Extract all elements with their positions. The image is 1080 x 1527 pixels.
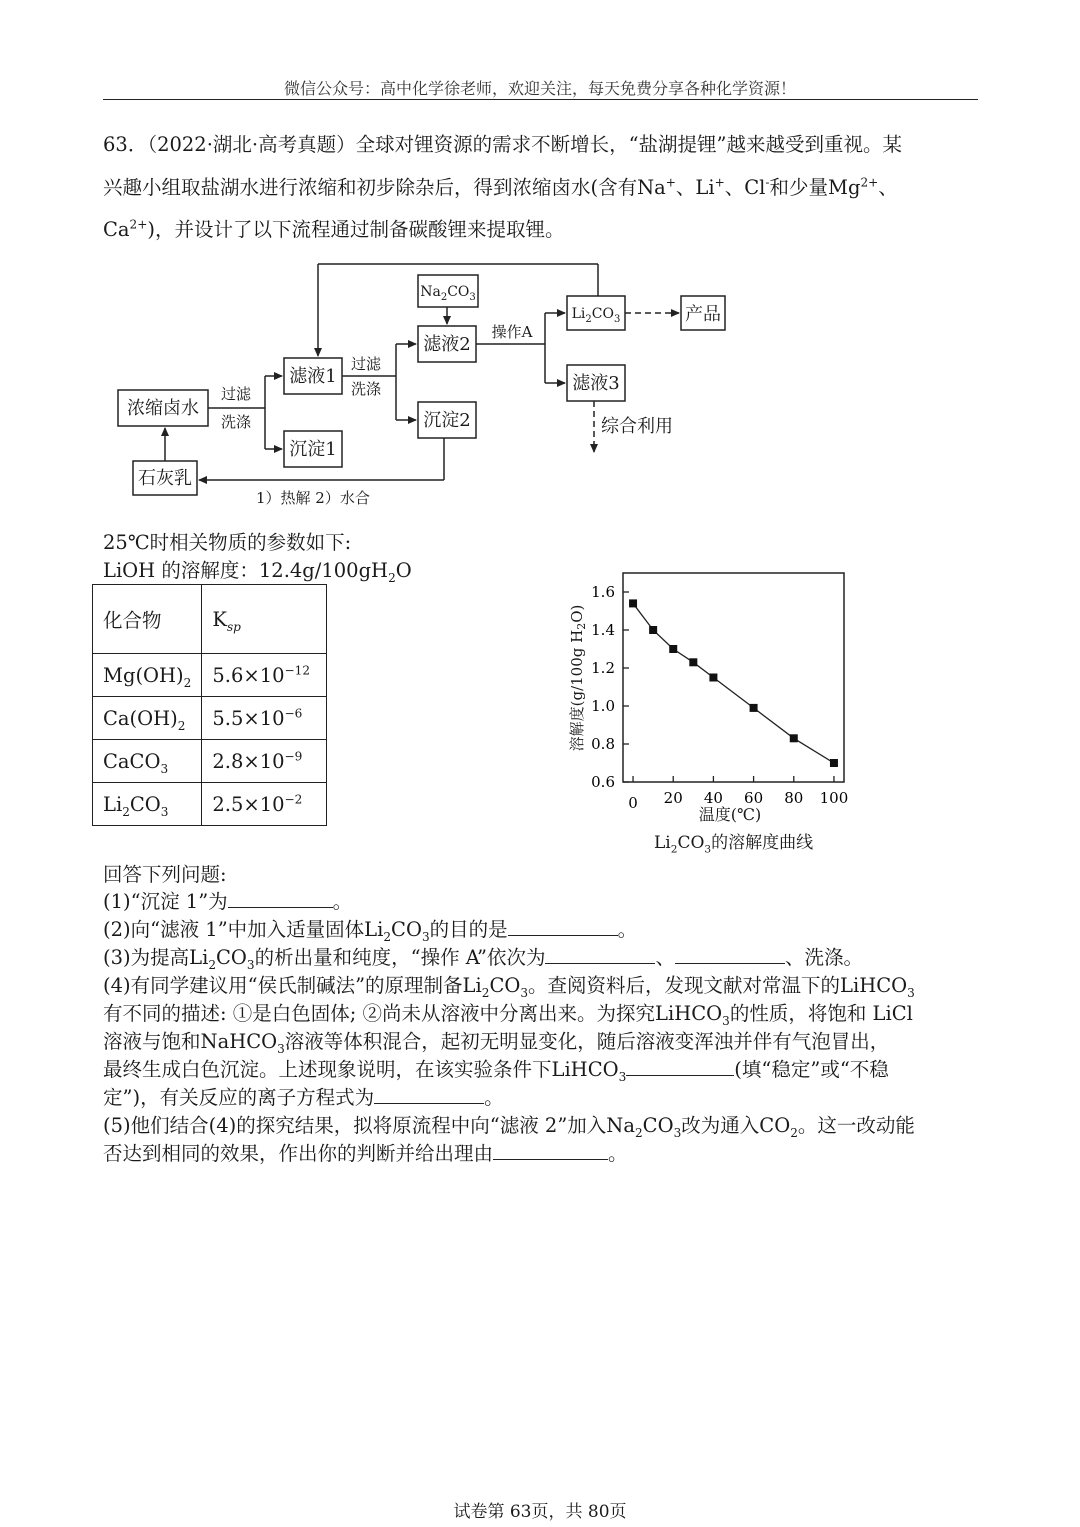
y-tick-label: 1.6 — [591, 583, 615, 601]
data-point — [790, 734, 798, 742]
q4-line-2: 有不同的描述: ①是白色固体; ②尚未从溶液中分离出来。为探究LiHCO$_3$的性质，将饱和 LiCl — [103, 1002, 913, 1028]
q2: (2)向“滤液 1”中加入适量固体$Li_2CO_3$的目的是 。 — [103, 918, 638, 944]
label-chendian2: 沉淀2 — [423, 410, 471, 431]
label-chendian1: 沉淀1 — [289, 439, 337, 460]
answer-blank[interactable] — [675, 945, 785, 964]
data-point — [689, 658, 697, 666]
x-tick-label: 100 — [819, 789, 849, 807]
label-lvye1: 滤液1 — [289, 366, 337, 387]
series-line — [633, 603, 834, 763]
x-tick-label: 60 — [744, 789, 764, 807]
x-tick-label: 0 — [628, 794, 638, 812]
data-point — [649, 626, 657, 634]
page-footer: 试卷第 63页，共 80页 — [453, 1502, 627, 1522]
y-tick-label: 1.2 — [591, 659, 615, 677]
label-na2co3: $Na_2CO_3$ — [420, 284, 476, 303]
label-guolv1: 过滤 — [220, 385, 252, 403]
table-row — [93, 740, 327, 783]
y-tick-label: 0.6 — [591, 773, 615, 791]
table-row — [93, 783, 327, 826]
label-lvye2: 滤液2 — [423, 334, 471, 355]
answer-blank[interactable] — [228, 889, 333, 908]
compound-cell: $Ca(OH)_2$ — [93, 697, 202, 740]
table-row — [93, 654, 327, 697]
label-zonghe: 综合利用 — [601, 416, 673, 437]
y-tick-label: 1.4 — [591, 621, 615, 639]
header-ksp: $K_{sp}$ — [202, 585, 327, 654]
question-line-2: 兴趣小组取盐湖水进行浓缩和初步除杂后，得到浓缩卤水(含有Na+、Li+、Cl-和少量$Mg^{2+}$、 — [103, 175, 898, 199]
ksp-cell: $5.5\times 10^{-6}$ — [202, 697, 327, 740]
x-tick-label: 20 — [663, 789, 683, 807]
compound-cell: $Li_2CO_3$ — [93, 783, 202, 826]
label-caozuoA: 操作A — [491, 323, 533, 341]
solubility-chart — [540, 560, 880, 830]
answer-blank[interactable] — [493, 1141, 608, 1160]
question-line-3: $Ca^{2+}$)，并设计了以下流程通过制备碳酸锂来提取锂。 — [103, 217, 565, 241]
x-tick-label: 40 — [703, 789, 723, 807]
data-point — [669, 645, 677, 653]
q3: (3)为提高$Li_2CO_3$的析出量和纯度，“操作 A”依次为 、 、洗涤。 — [103, 946, 863, 972]
page-header: 微信公众号：高中化学徐老师，欢迎关注，每天免费分享各种化学资源！ — [283, 79, 796, 98]
q4-line-1: (4)有同学建议用“侯氏制碱法”的原理制备$Li_2CO_3$。查阅资料后，发现文献对常温下的LiHCO$_3$ — [103, 974, 915, 1000]
y-tick-label: 0.8 — [591, 735, 615, 753]
q5-line-2: 否达到相同的效果，作出你的判断并给出理由 。 — [103, 1142, 628, 1165]
answer-blank[interactable] — [545, 945, 655, 964]
data-point — [750, 704, 758, 712]
label-nongsuo: 浓缩卤水 — [127, 398, 199, 419]
ksp-cell: $5.6\times 10^{-12}$ — [202, 654, 327, 697]
y-tick-label: 1.0 — [591, 697, 615, 715]
label-guolv2: 过滤 — [350, 355, 382, 373]
q4-line-5: 定”)，有关反应的离子方程式为 。 — [103, 1086, 504, 1109]
label-chanpin: 产品 — [685, 304, 721, 325]
q4-line-4: 最终生成白色沉淀。上述现象说明，在该实验条件下LiHCO$_3$ (填“稳定”或“不稳 — [103, 1058, 889, 1084]
chart-title: $Li_2CO_3$的溶解度曲线 — [654, 833, 814, 856]
ksp-table — [92, 584, 327, 826]
ksp-cell: $2.8\times 10^{-9}$ — [202, 740, 327, 783]
compound-cell: $Mg(OH)_2$ — [93, 654, 202, 697]
q5-line-1: (5)他们结合(4)的探究结果，拟将原流程中向“滤液 2”加入$Na_2CO_3$改为通入$CO_2$。这一改动能 — [103, 1114, 915, 1140]
data-point — [629, 599, 637, 607]
chart-frame — [623, 573, 844, 782]
label-xidi1: 洗涤 — [220, 413, 252, 431]
answers-intro: 回答下列问题: — [103, 863, 227, 886]
data-point — [830, 759, 838, 767]
label-lvye3: 滤液3 — [572, 373, 620, 394]
header-compound: 化合物 — [93, 585, 202, 654]
params-title: 25℃时相关物质的参数如下: — [103, 531, 352, 554]
compound-cell: CaCO$_3$ — [93, 740, 202, 783]
data-point — [709, 674, 717, 682]
process-flowchart — [0, 0, 1080, 520]
answer-blank[interactable] — [374, 1085, 484, 1104]
answer-blank[interactable] — [508, 917, 618, 936]
label-shihuiru: 石灰乳 — [138, 468, 192, 489]
label-xidi2: 洗涤 — [350, 380, 382, 398]
question-line-1: 63．（2022·湖北·高考真题）全球对锂资源的需求不断增长，“盐湖提锂”越来越受到重视。某 — [103, 133, 903, 156]
label-rejie: 1）热解 2）水合 — [256, 489, 370, 507]
table-row — [93, 697, 327, 740]
x-axis-label: 温度(℃) — [698, 805, 762, 824]
q4-line-3: 溶液与饱和NaHCO$_3$溶液等体积混合，起初无明显变化，随后溶液变浑浊并伴有气泡冒出， — [103, 1030, 890, 1056]
y-axis-label: 溶解度(g/100g $H_2O$) — [568, 604, 588, 752]
label-li2co3: $Li_2CO_3$ — [571, 306, 621, 325]
answer-blank[interactable] — [626, 1057, 734, 1076]
table-header-row — [93, 585, 327, 654]
ksp-cell: $2.5\times 10^{-2}$ — [202, 783, 327, 826]
x-tick-label: 80 — [784, 789, 804, 807]
lioh-solubility: LiOH 的溶解度：$12.4g/100gH_2O$ — [103, 559, 412, 585]
q1: (1)“沉淀 1”为 。 — [103, 890, 353, 913]
